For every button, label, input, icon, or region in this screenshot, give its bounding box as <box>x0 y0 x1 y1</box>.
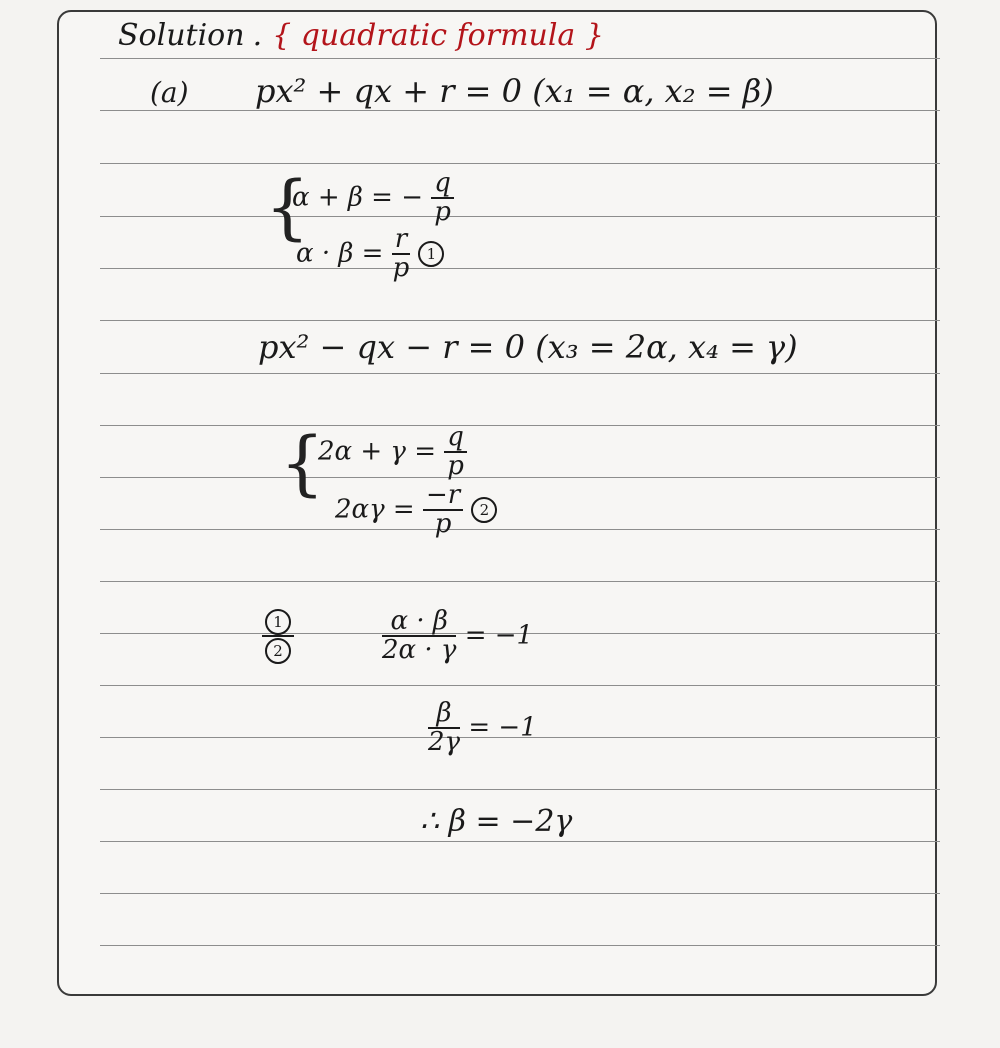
title-dot: . <box>252 18 263 53</box>
solution-heading <box>118 18 604 53</box>
equation-1: px² + qx + r = 0 (x₁ = α, x₂ = β) <box>255 72 774 110</box>
ruled-line <box>100 268 940 269</box>
left-brace-1: { <box>265 166 310 248</box>
product-lhs: α · β = <box>296 238 384 269</box>
ruled-line <box>100 216 940 217</box>
ruled-line <box>100 477 940 478</box>
frac-num: q <box>431 170 454 199</box>
final-result: ∴ β = −2γ <box>420 804 573 839</box>
circled-tag-1: 1 <box>418 241 444 267</box>
frac-num: r <box>392 226 410 255</box>
frac-den: p <box>434 509 452 540</box>
fraction-q-over-p <box>444 424 467 481</box>
fraction-product-ratio <box>382 608 456 665</box>
frac-den: p <box>447 451 464 482</box>
fraction-r-over-p <box>392 226 410 283</box>
sum-lhs: α + β = − <box>292 182 424 213</box>
frac-den: 2γ <box>428 727 461 758</box>
frac-num <box>262 608 294 637</box>
circled-tag-2: 2 <box>471 497 497 523</box>
ratio-expression <box>382 608 533 665</box>
ruled-line <box>100 529 940 530</box>
frac-num: β <box>428 700 460 729</box>
fraction-beta-over-2gamma <box>428 700 460 757</box>
fraction-tag1-over-tag2 <box>262 608 294 665</box>
ruled-line <box>100 58 940 59</box>
fraction-neg-r-over-p <box>423 482 463 539</box>
simplified-rhs: = −1 <box>468 712 537 743</box>
circled-tag-1: 1 <box>265 609 291 635</box>
ruled-line <box>100 893 940 894</box>
ruled-line <box>100 685 940 686</box>
ratio-rhs: = −1 <box>464 620 534 651</box>
sum-of-roots-1 <box>292 170 454 227</box>
frac-num: −r <box>423 482 463 511</box>
circled-tag-2: 2 <box>265 638 291 664</box>
ruled-line <box>100 373 940 374</box>
sum-of-roots-2 <box>318 424 467 481</box>
equation-2: px² − qx − r = 0 (x₃ = 2α, x₄ = γ) <box>258 328 798 366</box>
product-of-roots-2 <box>335 482 497 539</box>
solution-title: Solution <box>118 18 245 53</box>
frac-den: p <box>434 197 451 228</box>
fraction-q-over-p <box>431 170 454 227</box>
equation-ratio-label <box>262 608 294 665</box>
ruled-line <box>100 110 940 111</box>
ruled-line <box>100 320 940 321</box>
frac-num: q <box>444 424 467 453</box>
ruled-line <box>100 163 940 164</box>
left-brace-2: { <box>280 422 325 504</box>
part-label: (a) <box>150 76 189 109</box>
ruled-line <box>100 945 940 946</box>
frac-den: 2α · γ <box>382 635 457 666</box>
product-lhs: 2αγ = <box>335 494 415 525</box>
frac-den: p <box>392 253 410 284</box>
sum-lhs: 2α + γ = <box>318 436 437 467</box>
method-note: { quadratic formula } <box>272 18 604 53</box>
ruled-line <box>100 789 940 790</box>
ruled-line <box>100 841 940 842</box>
ruled-line <box>100 425 940 426</box>
ruled-line <box>100 581 940 582</box>
product-of-roots-1 <box>296 226 444 283</box>
frac-den <box>262 637 294 664</box>
frac-num: α · β <box>382 608 456 637</box>
simplified-ratio <box>428 700 537 757</box>
